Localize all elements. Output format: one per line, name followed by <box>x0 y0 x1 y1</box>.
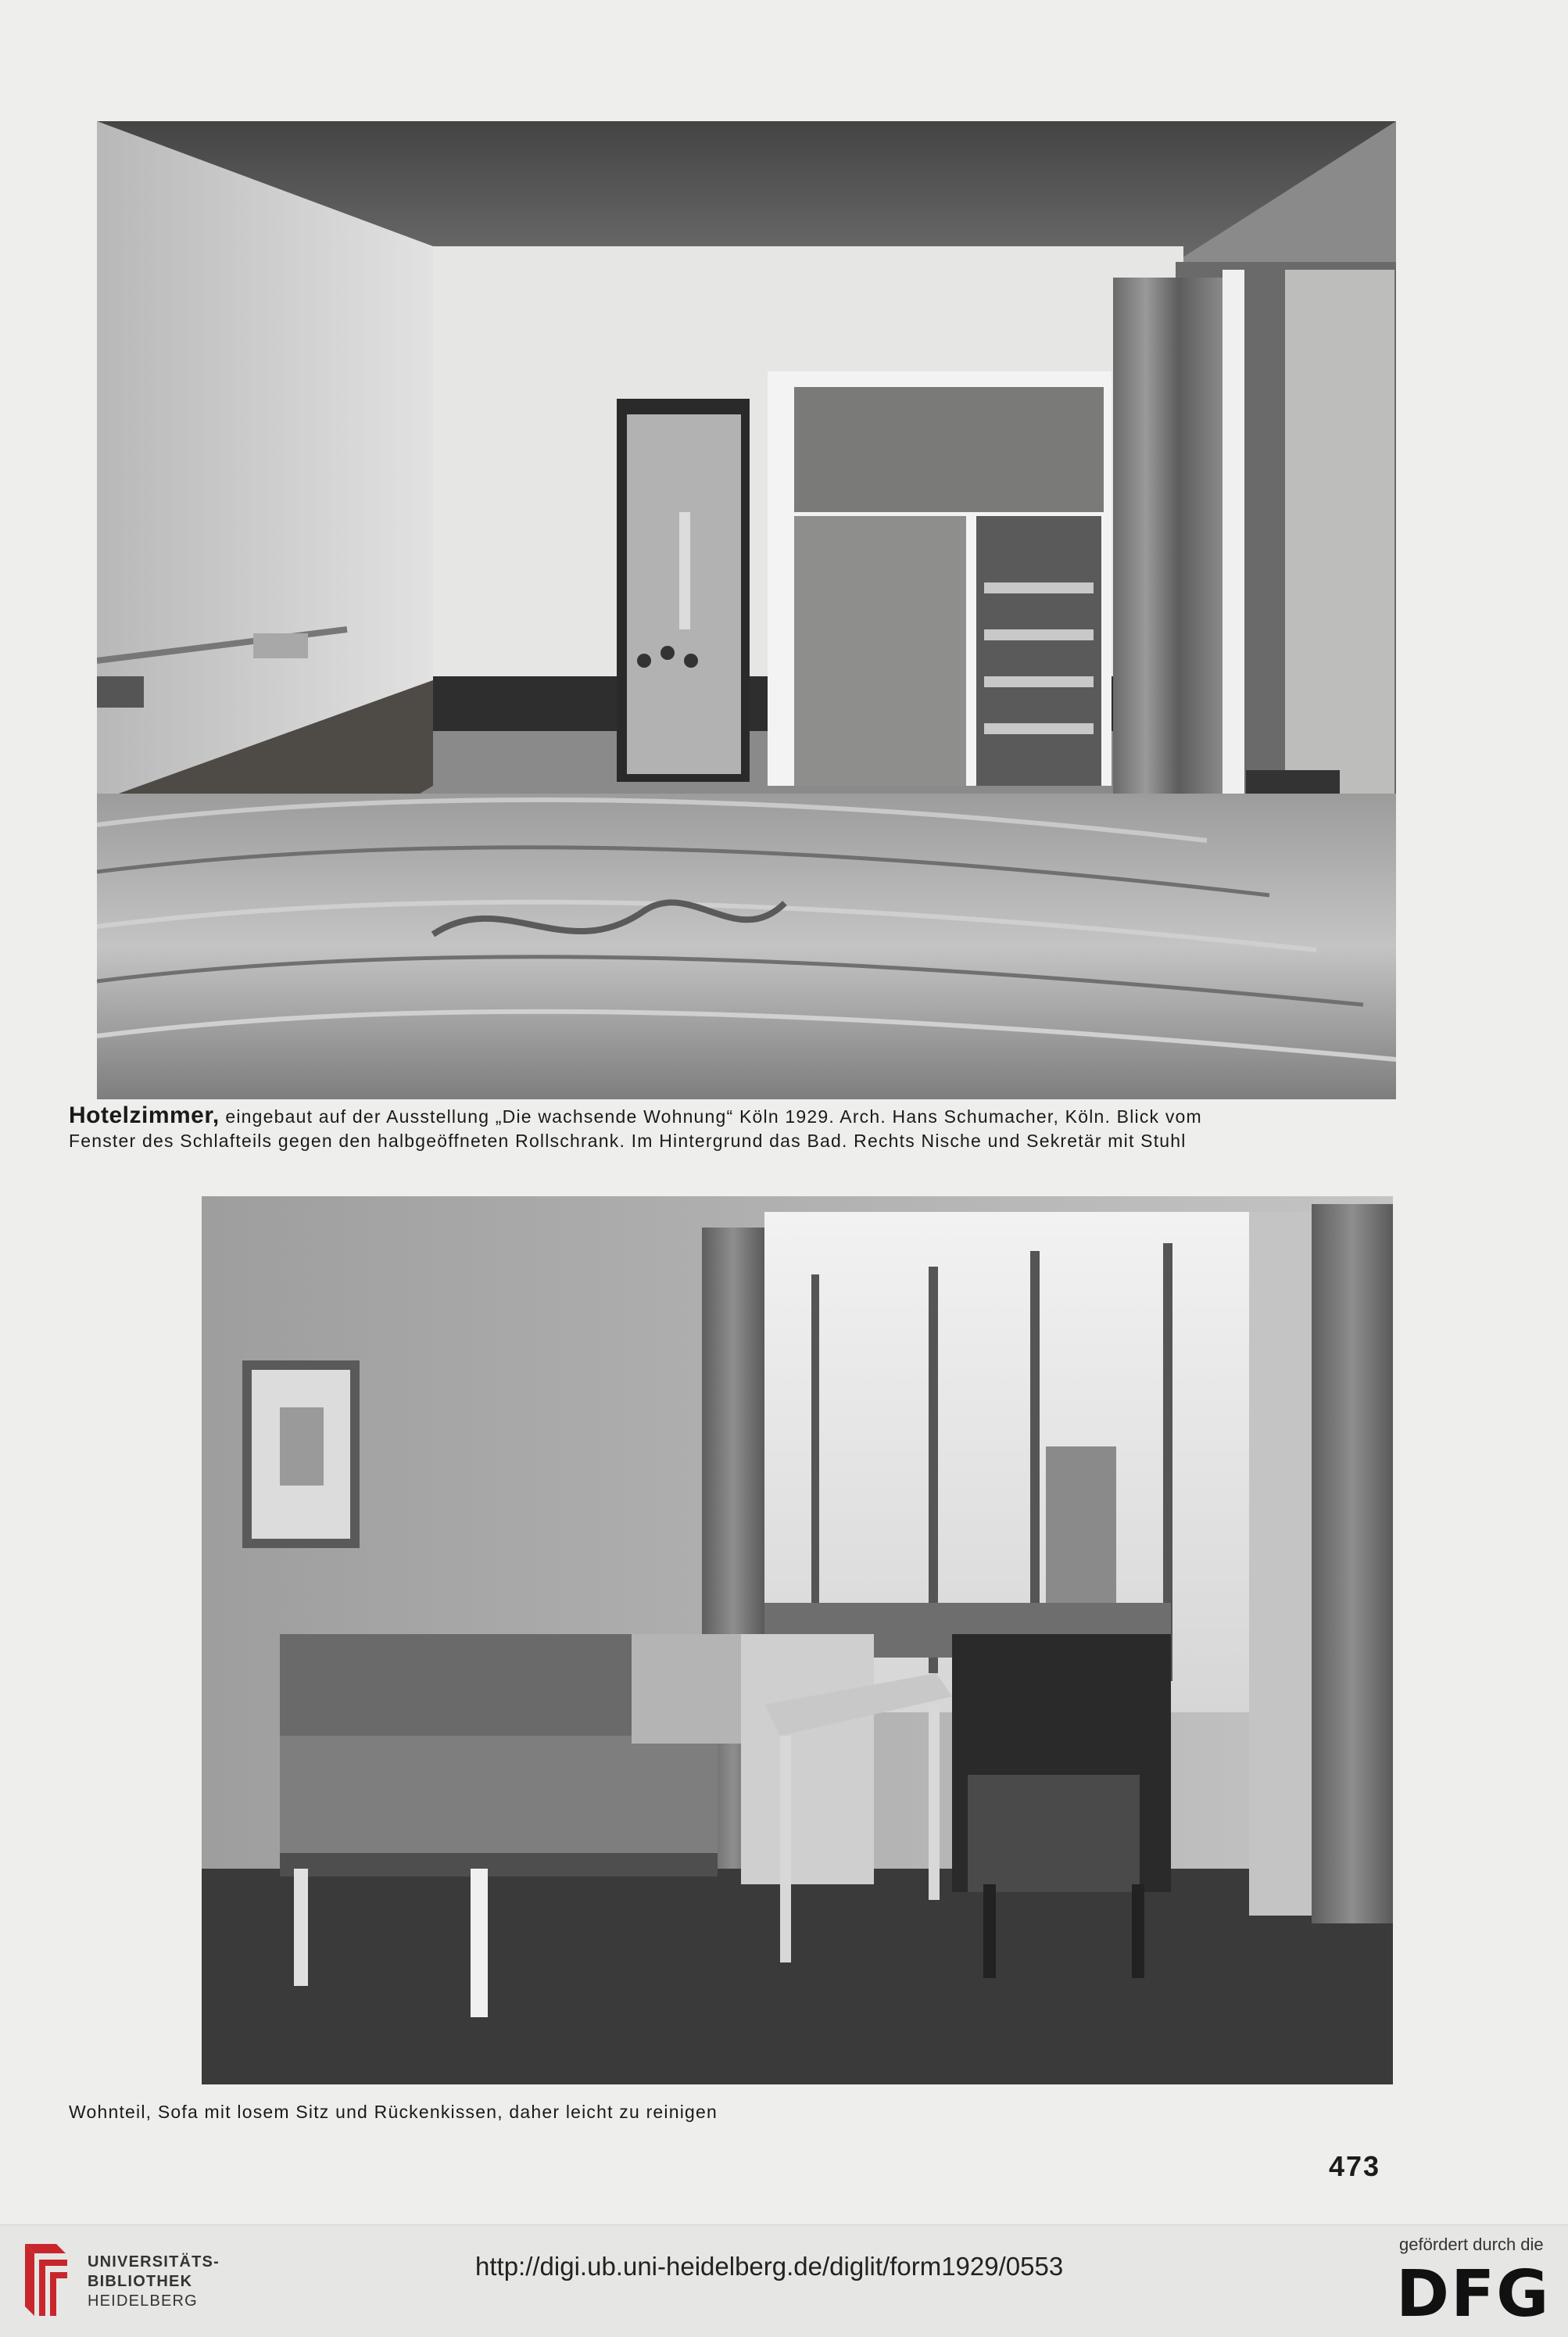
hotel-room-photo <box>97 121 1396 1099</box>
caption-bottom: Wohnteil, Sofa mit losem Sitz und Rückenkissen, daher leicht zu reinigen <box>69 2102 718 2122</box>
caption-top-line-1 <box>69 1104 1202 1128</box>
dfg-logo[interactable]: DFG <box>1396 2257 1551 2332</box>
caption-top-title: Hotelzimmer, <box>69 1102 220 1128</box>
library-name-line-1: UNIVERSITÄTS- <box>88 2253 220 2271</box>
funded-by-label: gefördert durch die <box>1399 2235 1544 2254</box>
permalink-url[interactable]: http://digi.ub.uni-heidelberg.de/diglit/form1929/0553 <box>475 2252 1064 2281</box>
library-name-line-3: HEIDELBERG <box>88 2292 198 2310</box>
caption-top-line-2: Fenster des Schlafteils gegen den halbgeöffneten Rollschrank. Im Hintergrund das Bad. Rechts Nische und Sekretär mit Stuhl <box>69 1131 1187 1151</box>
living-room-photo <box>202 1196 1393 2084</box>
library-name-line-2: BIBLIOTHEK <box>88 2273 193 2290</box>
caption-top-line-1-text: eingebaut auf der Ausstellung „Die wachsende Wohnung“ Köln 1929. Arch. Hans Schumacher, Köln. Blick vom <box>219 1106 1202 1127</box>
page-number: 473 <box>1329 2150 1381 2182</box>
university-library-logo[interactable] <box>17 2238 73 2322</box>
